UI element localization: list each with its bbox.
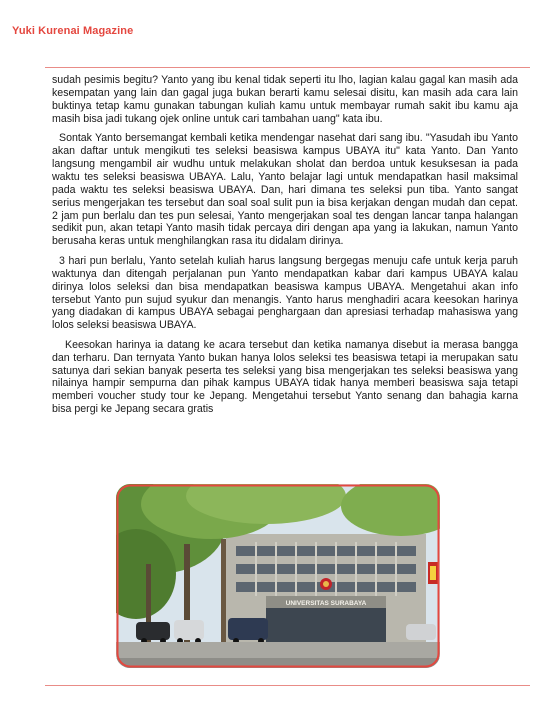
building-signage: UNIVERSITAS SURABAYA (285, 600, 367, 607)
footer-divider (45, 685, 530, 686)
article-paragraph: Keesokan harinya ia datang ke acara tersebut dan ketika namanya disebut ia merasa bangga dan terharu. Dan ternyata Yanto bukan hanya lolos seleksi tes beasiswa tetapi ia merupakan satu satunya dari sekian banyak peserta tes seleksi yang bisa mengerjakan tes seleksi beasiswa yang nilainya hampir sempurna dan pihak kampus UBAYA tidak hanya memberi beasiswa saja tetapi memberi voucher study tour ke Jepang. Mengetahui tersebut Yanto senang dan bahagia karna bisa pergi ke Jepang secara gratis (52, 338, 518, 416)
article-paragraph: Sontak Yanto bersemangat kembali ketika mendengar nasehat dari sang ibu. "Yasudah ibu Yanto akan daftar untuk mengikuti tes seleksi beasiswa kampus UBAYA itu" kata Yanto. Dan Yanto langsung mengambil air wudhu untuk melakukan sholat dan berdoa untuk kesuksesan ia pada waktu tes seleksi beasiswa UBAYA. Lalu, Yanto belajar lagi untuk mendapatkan hasil maksimal pada waktu tes seleksi beasiswa UBAYA. Dan, hari dimana tes seleksi pun tiba. Yanto sangat serius mengerjakan tes tersebut dan soal soal sulit pun ia bisa kerjakan dengan mudah dan cepat. 2 jam pun berlalu dan tes pun selesai, Yanto mengerjakan soal tes dengan lancar tanpa halangan sedikit pun, akan tetapi Yanto masih tidak percaya diri dengan apa yang ia lakukan, namun Yanto berusaha keras untuk menghilangkan rasa itu didalam dirinya. (52, 132, 518, 248)
article-paragraph: 3 hari pun berlalu, Yanto setelah kuliah harus langsung bergegas menuju cafe untuk kerja paruh waktunya dan ditengah perjalanan pun Yanto mendapatkan kabar dari kampus UBAYA kalau dirinya lolos seleksi dan bisa mendapatkan beasiswa kampus UBAYA. Mengetahui akan info tersebut Yanto pun sujud syukur dan menangis. Yanto harus menghadiri acara keesokan harinya yang diadakan di kampus UBAYA sebagai penghargaan dan apresiasi terhadap mahasiswa yang lolos seleksi beasiswa UBAYA. (52, 254, 518, 332)
article-body (52, 74, 518, 423)
magazine-title: Yuki Kurenai Magazine (12, 25, 134, 37)
article-paragraph: sudah pesimis begitu? Yanto yang ibu kenal tidak seperti itu lho, lagian kalau gagal kan masih ada kesempatan yang lain dan gagal juga bukan berarti kamu selesai disitu, kan masih ada cara lain buktinya tetap kamu gunakan tabungan kuliah kamu untuk membayar rumah sakit ibu kamu aja masih bisa jadi tukang ojek online untuk cari tambahan uang" kata ibu. (52, 74, 518, 125)
header-divider (45, 67, 530, 68)
campus-photo (116, 484, 440, 668)
